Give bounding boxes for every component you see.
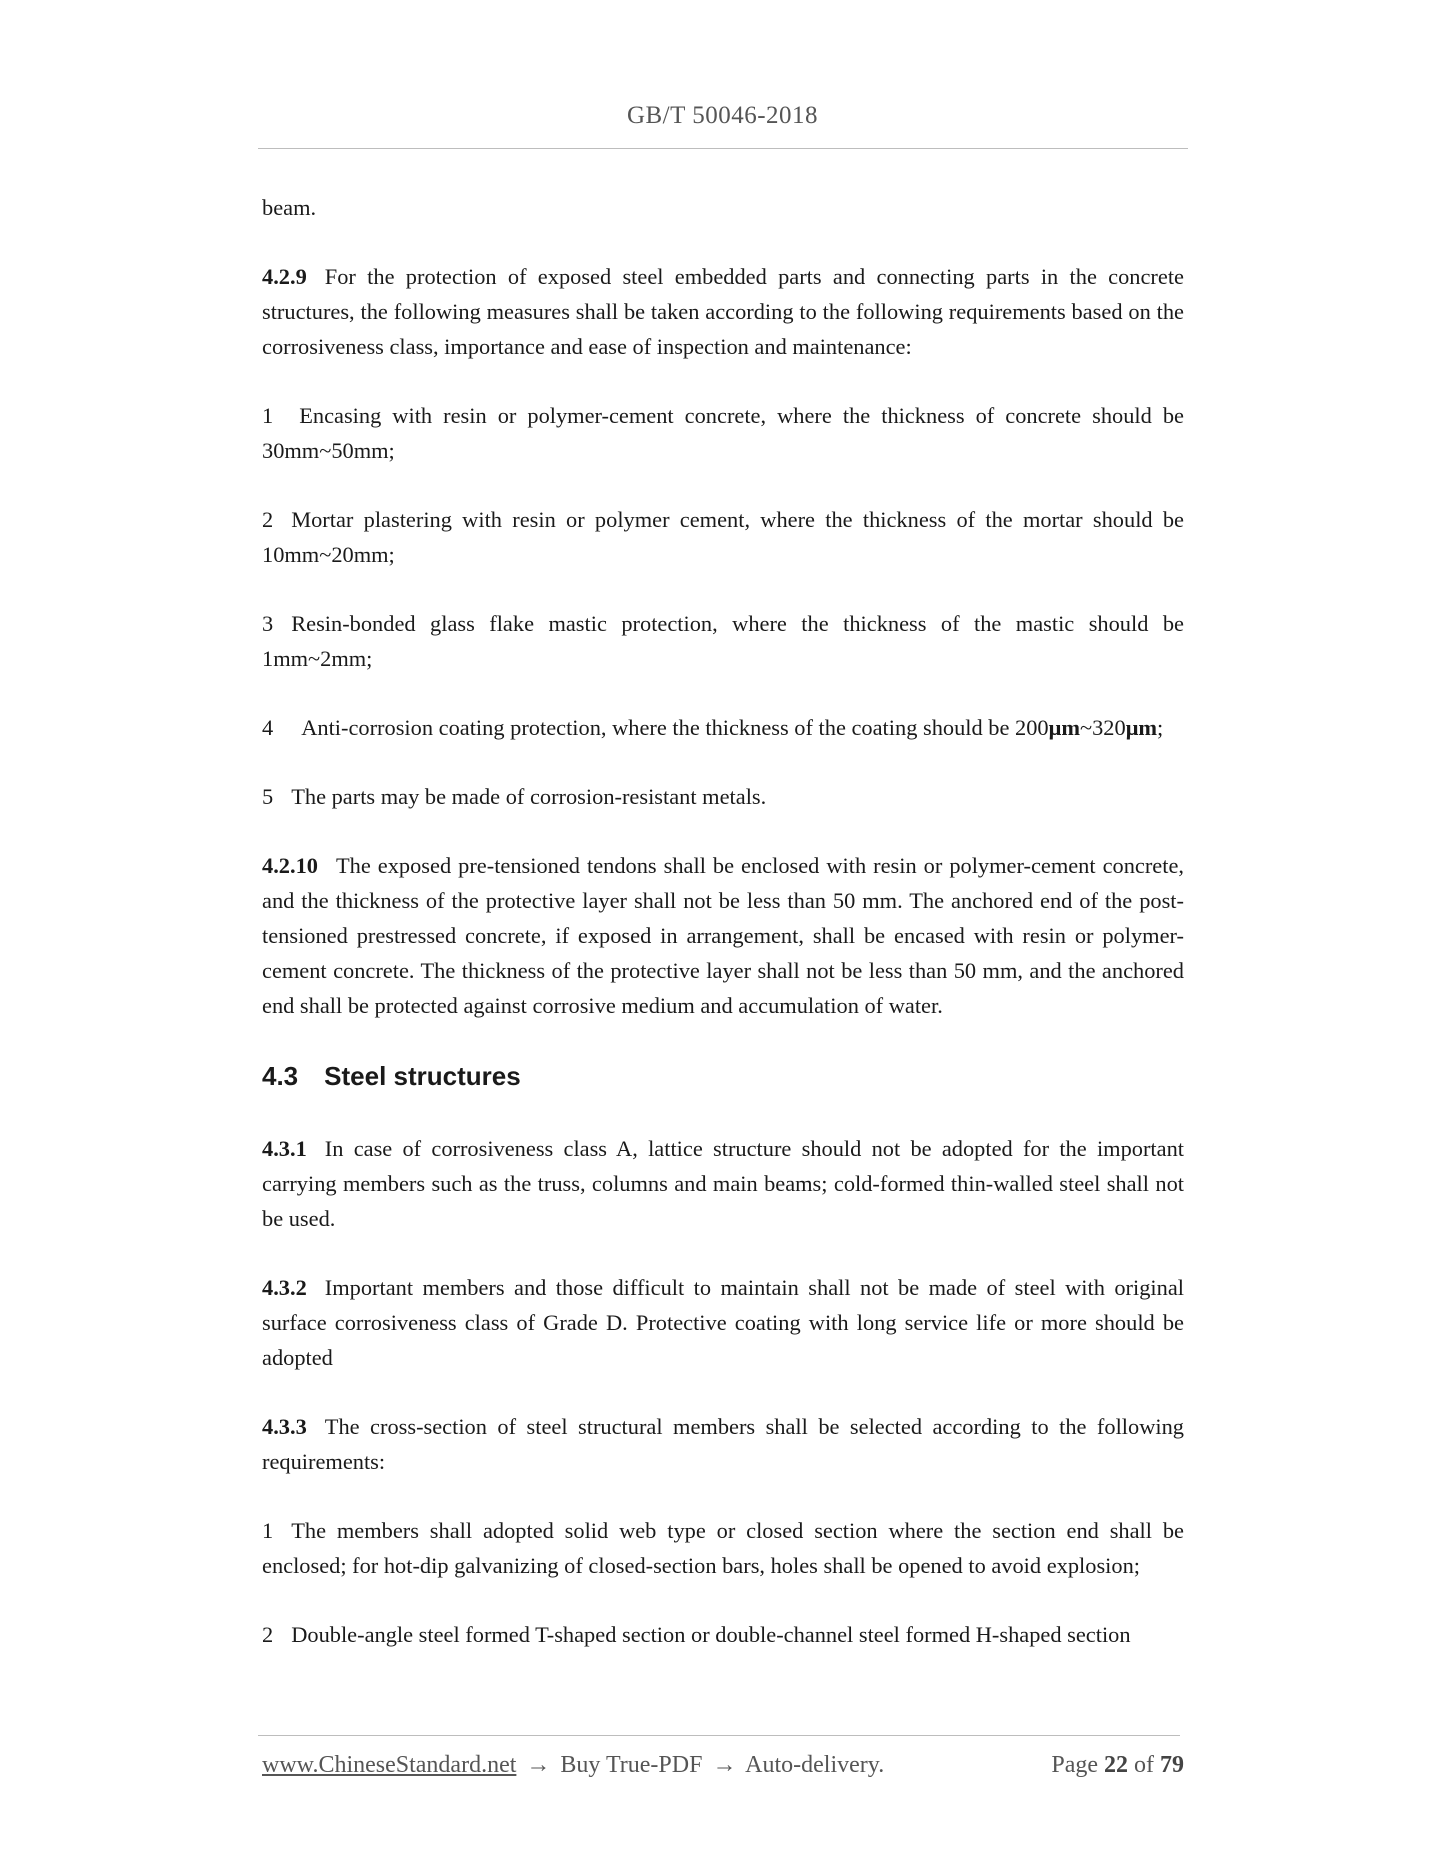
page-indicator [1051, 1752, 1184, 1779]
section-number: 4.3 [262, 1061, 299, 1091]
list-item-1 [262, 398, 1184, 468]
item-number: 5 [262, 784, 274, 809]
clause-text: The exposed pre-tensioned tendons shall be enclosed with resin or polymer-cement concrete, and the thickness of the protective layer shall not be less than 50 mm. The anchored end of the post-tensioned prestressed concrete, if exposed in arrangement, shall be encased with resin or polymer-cement concrete. The thickness of the protective layer shall not be less than 50 mm, and the anchored end shall be protected against corrosive medium and accumulation of water. [262, 853, 1184, 1018]
page-total: 79 [1160, 1752, 1184, 1778]
item-number: 2 [262, 1622, 274, 1647]
item-text: Encasing with resin or polymer-cement concrete, where the thickness of concrete should be 30mm~50mm; [262, 403, 1184, 463]
clause-number: 4.3.2 [262, 1275, 307, 1300]
clause-number: 4.3.1 [262, 1136, 307, 1161]
clause-number: 4.3.3 [262, 1414, 307, 1439]
item-text: ~320 [1079, 715, 1126, 740]
paragraph-continuation [262, 190, 1184, 225]
clause-4-3-3 [262, 1409, 1184, 1479]
clause-4-2-9 [262, 259, 1184, 364]
clause-4-3-1 [262, 1131, 1184, 1236]
item-number: 4 [262, 715, 274, 740]
clause-4-3-2 [262, 1270, 1184, 1375]
unit-micrometre: μm [1048, 715, 1080, 740]
clause-number: 4.2.9 [262, 264, 307, 289]
item-text: Mortar plastering with resin or polymer cement, where the thickness of the mortar should be 10mm~20mm; [262, 507, 1184, 567]
auto-delivery-text: Auto-delivery. [745, 1752, 885, 1778]
buy-pdf-text: Buy True-PDF [560, 1752, 703, 1778]
list-item-2 [262, 502, 1184, 572]
list-item-1 [262, 1513, 1184, 1583]
item-number: 2 [262, 507, 274, 532]
item-number: 3 [262, 611, 274, 636]
item-text: The parts may be made of corrosion-resistant metals. [291, 784, 767, 809]
item-text: Anti-corrosion coating protection, where the thickness of the coating should be 200 [301, 715, 1049, 740]
clause-number: 4.2.10 [262, 853, 318, 878]
site-link[interactable]: www.ChineseStandard.net [262, 1752, 517, 1778]
list-item-3 [262, 606, 1184, 676]
header-divider [258, 148, 1188, 149]
arrow-right-icon: → [526, 1752, 551, 1778]
clause-text: In case of corrosiveness class A, lattice structure should not be adopted for the important carrying members such as the truss, columns and main beams; cold-formed thin-walled steel shall not be used. [262, 1136, 1184, 1231]
page-header-title: GB/T 50046-2018 [626, 102, 819, 129]
arrow-right-icon: → [712, 1752, 737, 1778]
section-heading [262, 1057, 1184, 1095]
footer-divider [258, 1735, 1180, 1736]
section-title: Steel structures [324, 1061, 521, 1091]
clause-text: For the protection of exposed steel embedded parts and connecting parts in the concrete structures, the following measures shall be taken according to the following requirements based on the corrosiveness class, importance and ease of inspection and maintenance: [262, 264, 1184, 359]
clause-text: The cross-section of steel structural members shall be selected according to the following requirements: [262, 1414, 1184, 1474]
paragraph-text: beam. [262, 195, 317, 220]
unit-micrometre: μm [1125, 715, 1158, 740]
footer-links [262, 1752, 884, 1779]
item-text: Resin-bonded glass flake mastic protection, where the thickness of the mastic should be 1mm~2mm; [262, 611, 1184, 671]
list-item-4 [262, 710, 1184, 745]
document-body [262, 190, 1184, 1686]
item-number: 1 [262, 1518, 274, 1543]
item-text: Double-angle steel formed T-shaped section or double-channel steel formed H-shaped section [291, 1622, 1131, 1647]
item-text: The members shall adopted solid web type or closed section where the section end shall be enclosed; for hot-dip galvanizing of closed-section bars, holes shall be opened to avoid explosion; [262, 1518, 1184, 1578]
clause-4-2-10 [262, 848, 1184, 1023]
list-item-2 [262, 1617, 1184, 1652]
item-number: 1 [262, 403, 274, 428]
list-item-5 [262, 779, 1184, 814]
clause-text: Important members and those difficult to maintain shall not be made of steel with original surface corrosiveness class of Grade D. Protective coating with long service life or more should be adopted [262, 1275, 1184, 1370]
page-label: Page [1051, 1752, 1098, 1778]
of-label: of [1134, 1752, 1154, 1778]
item-text: ; [1157, 715, 1164, 740]
page-number: 22 [1104, 1752, 1128, 1778]
